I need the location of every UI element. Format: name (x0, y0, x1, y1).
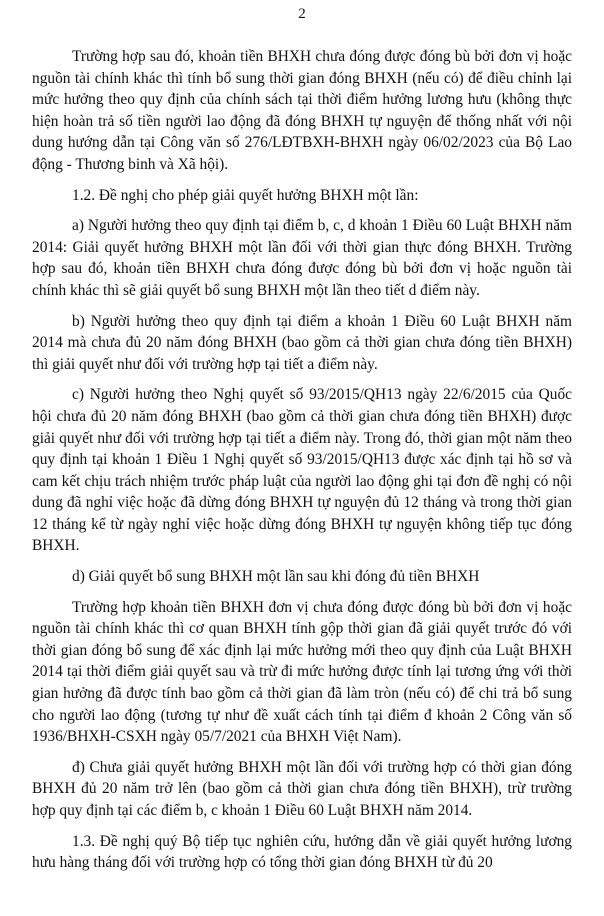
page-number: 2 (298, 6, 306, 22)
paragraph: Trường hợp khoản tiền BHXH đơn vị chưa đóng được đóng bù bởi đơn vị hoặc nguồn tài chính khác thì cơ quan BHXH tính gộp thời gian đã giải quyết trước đó với thời gian đóng bổ sung để xác định lại mức hưởng mới theo quy định của Luật BHXH 2014 tại thời điểm giải quyết sau và trừ đi mức hưởng được tính lại tương ứng với thời gian hưởng đã được tính bao gồm cả thời gian đã làm tròn (nếu có) để chi trả bổ sung cho người lao động (tương tự như đề xuất cách tính tại điểm đ khoản 2 Công văn số 1936/BHXH-CSXH ngày 05/7/2021 của BHXH Việt Nam). (32, 598, 572, 746)
paragraph: đ) Chưa giải quyết hưởng BHXH một lần đối với trường hợp có thời gian đóng BHXH đủ 20 năm trở lên (bao gồm cả thời gian chưa đóng tiền BHXH), trừ trường hợp quy định tại các điểm b, c khoản 1 Điều 60 Luật BHXH năm 2014. (32, 758, 572, 819)
paragraph: Trường hợp sau đó, khoản tiền BHXH chưa đóng được đóng bù bởi đơn vị hoặc nguồn tài chính khác thì tính bổ sung thời gian đóng BHXH (nếu có) để điều chỉnh lại mức hưởng theo quy định của chính sách tại thời điểm hưởng lương hưu (không thực hiện hoàn trả số tiền người lao động đã đóng BHXH tự nguyện để thống nhất với nội dung hướng dẫn tại Công văn số 276/LĐTBXH-BHXH ngày 06/02/2023 của Bộ Lao động - Thương binh và Xã hội). (32, 48, 572, 173)
paragraph: c) Người hưởng theo Nghị quyết số 93/2015/QH13 ngày 22/6/2015 của Quốc hội chưa đủ 20 năm đóng BHXH (bao gồm cả thời gian chưa đóng tiền BHXH) được giải quyết như đối với trường hợp tại tiết a điểm này. Trong đó, thời gian một năm theo quy định tại khoản 1 Điều 1 Nghị quyết số 93/2015/QH13 được xác định tại hồ sơ và cam kết chịu trách nhiệm trước pháp luật của người lao động ghi tại đơn đề nghị có nội dung đã nghỉ việc hoặc đã dừng đóng BHXH tự nguyện đủ 12 tháng và trong thời gian 12 tháng kể từ ngày nghỉ việc hoặc dừng đóng BHXH tự nguyện không tiếp tục đóng BHXH. (32, 386, 572, 555)
paragraph: b) Người hưởng theo quy định tại điểm a khoản 1 Điều 60 Luật BHXH năm 2014 mà chưa đủ 20 năm đóng BHXH (bao gồm cả thời gian chưa đóng tiền BHXH) thì giải quyết như đối với trường hợp tại tiết a điểm này. (32, 312, 572, 373)
paragraph: 1.2. Đề nghị cho phép giải quyết hưởng BHXH một lần: (72, 186, 419, 204)
paragraph: a) Người hưởng theo quy định tại điểm b, c, d khoản 1 Điều 60 Luật BHXH năm 2014: Giải quyết hưởng BHXH một lần đối với thời gian thực đóng BHXH. Trường hợp sau đó, khoản tiền BHXH chưa đóng được đóng bù bởi đơn vị hoặc nguồn tài chính khác thì sẽ giải quyết bổ sung BHXH một lần theo tiết d điểm này. (32, 217, 572, 299)
paragraph: 1.3. Đề nghị quý Bộ tiếp tục nghiên cứu, hướng dẫn về giải quyết hưởng lương hưu hàng tháng đối với trường hợp có tổng thời gian đóng BHXH từ đủ 20 (32, 832, 572, 872)
paragraph: d) Giải quyết bổ sung BHXH một lần sau khi đóng đủ tiền BHXH (72, 568, 480, 586)
document-body (32, 46, 572, 874)
